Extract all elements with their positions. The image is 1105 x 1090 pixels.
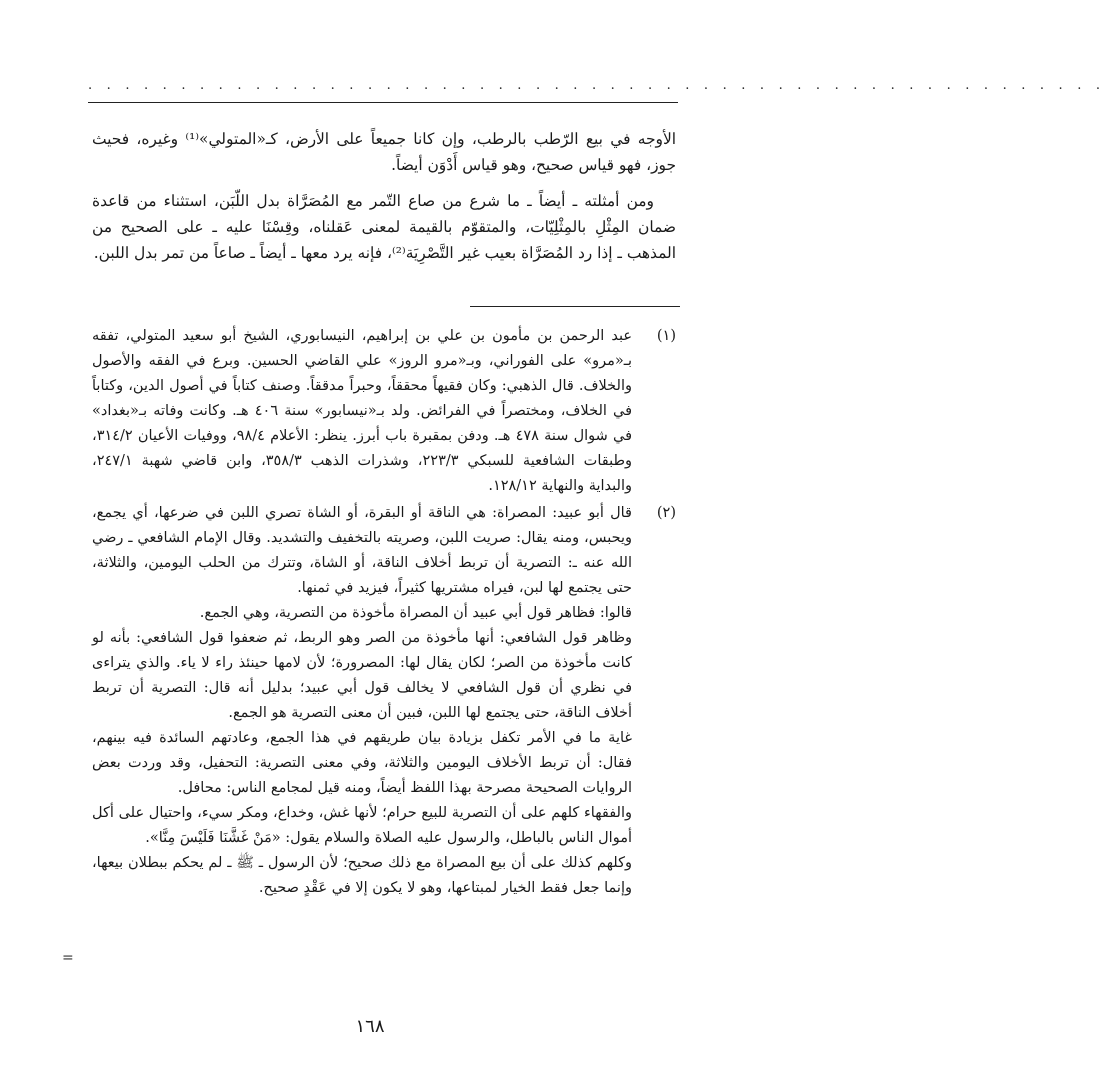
footnote-separator — [470, 306, 680, 307]
footnote-number: (١) — [656, 328, 676, 344]
header-rule — [88, 102, 678, 103]
footnote-paragraph: قالوا: فظاهر قول أبي عبيد أن المصراة مأخوذة من التصرية، وهي الجمع. — [199, 605, 632, 621]
footnote-1 — [92, 324, 676, 499]
footnote-paragraph: وكلهم كذلك على أن بيع المصراة مع ذلك صحيح؛ لأن الرسول ـ ﷺ ـ لم يحكم ببطلان بيعها، وإنما جعل فقط الخيار لمبتاعها، وهو لا يكون إلا في عَقْدٍ صحيح. — [92, 855, 632, 896]
header-dotted-line: . . . . . . . . . . . . . . . . . . . . . . . . . . . . . . . . . . . . . . . . . . . . . . . . . . . . . . . — [88, 78, 1105, 93]
page-number: ١٦٨ — [355, 1016, 385, 1037]
footnote-paragraph: قال أبو عبيد: المصراة: هي الناقة أو البقرة، أو الشاة تصري اللبن في ضرعها، أي يجمع، ويحبس، ومنه يقال: صريت اللبن، وصريته بالتخفيف والتشديد. وقال الإمام الشافعي ـ رضي الله عنه ـ: التصرية أن تربط أخلاف الناقة، أو الشاة، وتترك من الحلب اليومين، والثلاثة، حتى يجتمع لها لبن، فيراه مشتريها كثيراً، فيزيد في ثمنها. — [92, 505, 632, 596]
footnote-2 — [92, 501, 676, 901]
footnote-paragraph: غاية ما في الأمر تكفل بزيادة بيان طريقهم في هذا الجمع، وعادتهم السائدة فيه بينهم، فقال: أن تربط الأخلاف اليومين والثلاثة، وفي معنى التصرية: التحفيل، وقد وردت بعض الروايات الصحيحة مصرحة بهذا اللفظ أيضاً، ومنه قيل لمجامع الناس: محافل. — [92, 730, 632, 796]
footnote-paragraph: والفقهاء كلهم على أن التصرية للبيع حرام؛ لأنها غش، وخداع، ومكر سيء، واحتيال على أكل أموال الناس بالباطل، والرسول عليه الصلاة والسلام يقول: «مَنْ غَشَّنَا فَلَيْسَ مِنَّا». — [92, 805, 632, 846]
main-text — [92, 126, 676, 276]
footnote-paragraph: عبد الرحمن بن مأمون بن علي بن إبراهيم، النيسابوري، الشيخ أبو سعيد المتولي، تفقه بـ«مرو» على الفوراني، وبـ«مرو الروز» علي القاضي الحسين. وبرع في الفقه والأصول والخلاف. قال الذهبي: وكان فقيهاً محققاً، وحبراً مدققاً. وصنف كتاباً في أصول الدين، وكتاباً في الخلاف، ومختصراً في الفرائض. ولد بـ«نيسابور» سنة ٤٠٦ هـ. وكانت وفاته بـ«بغداد» في شوال سنة ٤٧٨ هـ. ودفن بمقبرة باب أبرز. ينظر: الأعلام ٩٨/٤، ووفيات الأعيان ٣١٤/٢، وطبقات الشافعية للسبكي ٢٢٣/٣، وشذرات الذهب ٣٥٨/٣، وابن قاضي شهبة ٢٤٧/١، والبداية والنهاية ١٢٨/١٢. — [92, 328, 633, 494]
footnote-paragraph: وظاهر قول الشافعي: أنها مأخوذة من الصر وهو الربط، ثم ضعفوا قول الشافعي: بأنه لو كانت مأخوذة من الصر؛ لكان يقال لها: المصرورة؛ لأن لامها حينئذ راء لا ياء. والذي يتراءى في نظري أن قول الشافعي لا يخالف قول أبي عبيد؛ بدليل أنه قال: التصرية أن تربط أخلاف الناقة، حتى يجتمع لها اللبن، فبين أن معنى التصرية هو الجمع. — [92, 630, 632, 721]
footnotes — [92, 324, 676, 903]
main-paragraph: الأوجه في بيع الرّطب بالرطب، وإن كانا جميعاً على الأرض، كـ«المتولي»⁽¹⁾ وغيره، فحيث جوز، فهو قياس صحيح، وهو قياس أَدْوَن أيضاً. — [92, 130, 677, 174]
continuation-mark: = — [62, 950, 74, 966]
main-paragraph: ومن أمثلته ـ أيضاً ـ ما شرع من صاع التّمر مع المُصَرَّاة بدل اللّبَن، استثناء من قاعدة ضمان المِثْلِ بالمِثْلِيّات، والمتقوّم بالقيمة لمعنى عَقلناه، وقِسْنَا عليه ـ على الصحيح من المذهب ـ إذا رد المُصَرَّاة بعيب غير التَّصْرِيَة⁽²⁾، فإنه يرد معها ـ أيضاً ـ صاعاً من تمر بدل اللبن. — [92, 192, 676, 262]
footnote-number: (٢) — [656, 505, 676, 521]
